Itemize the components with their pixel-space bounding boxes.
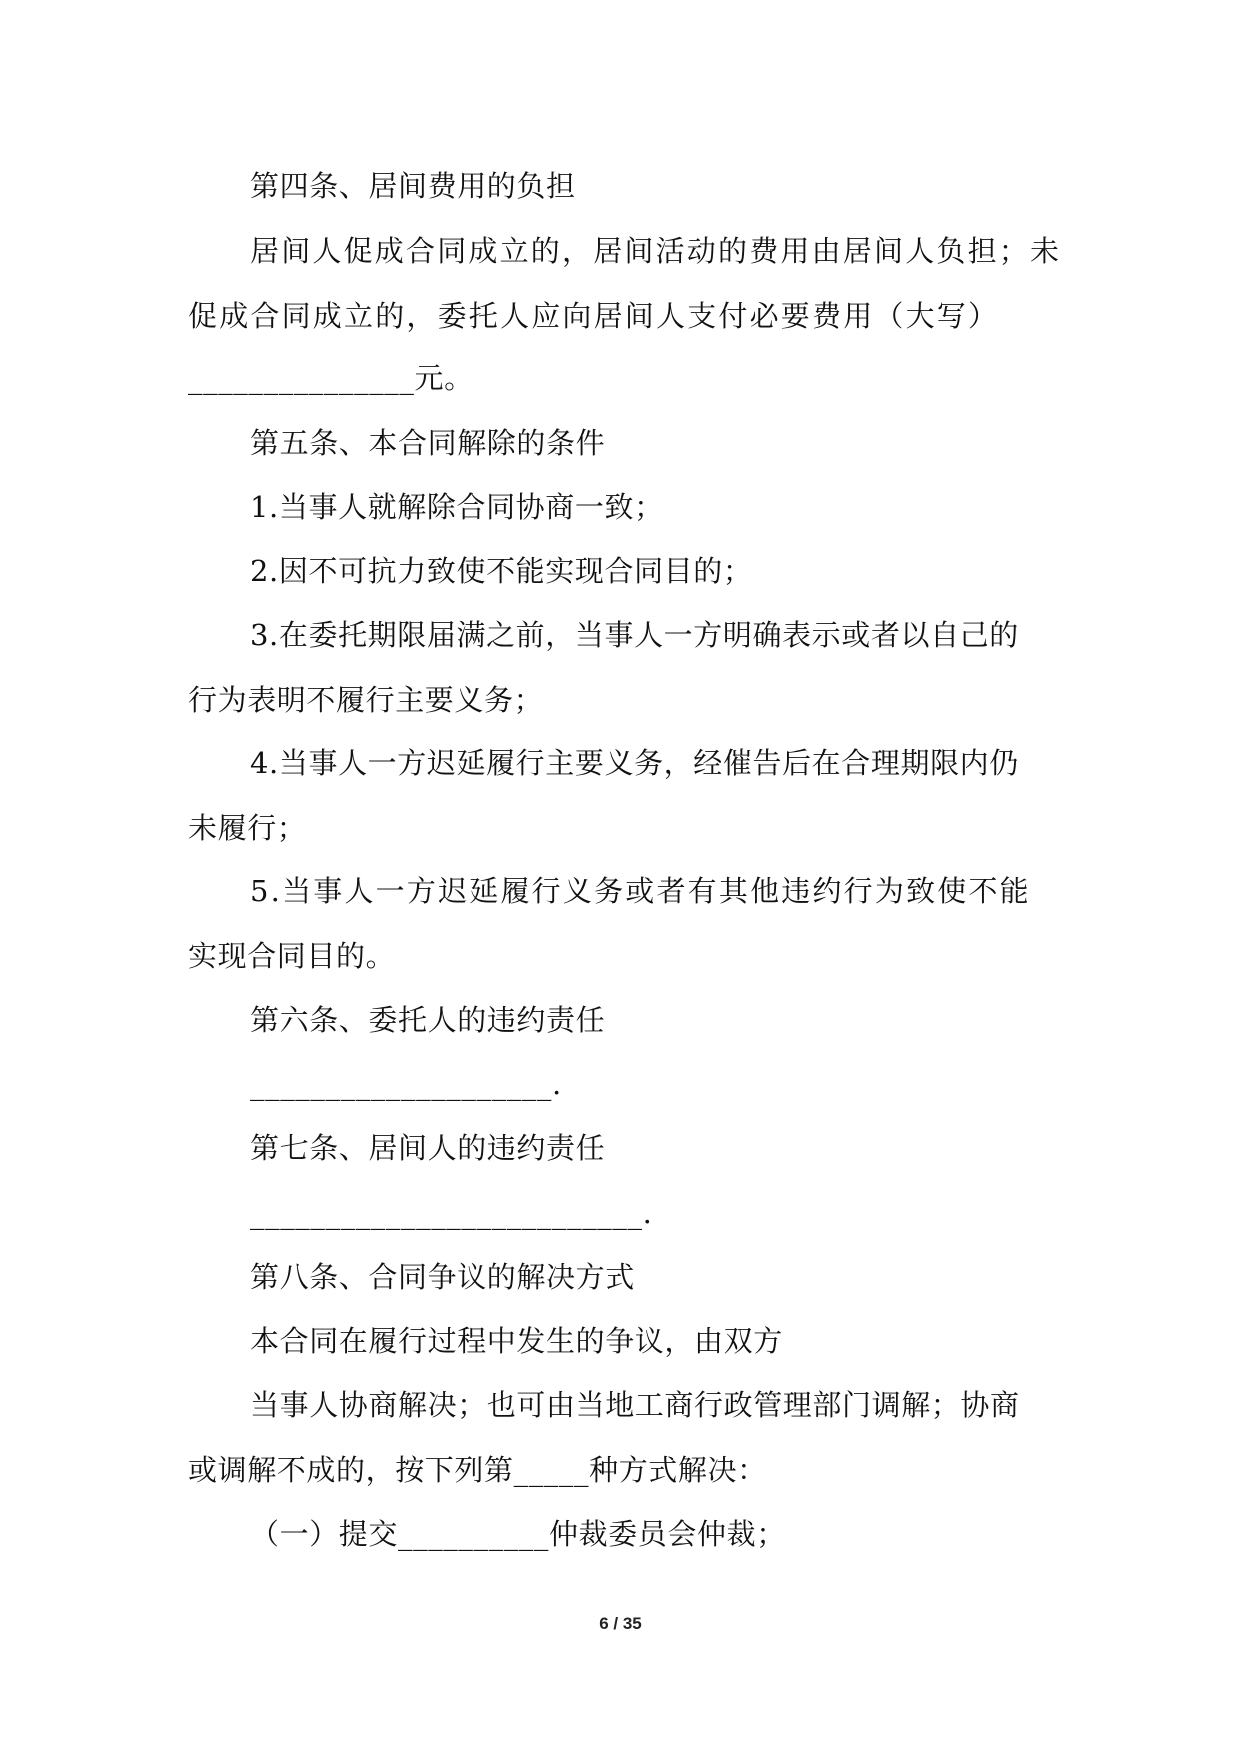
paragraph-line: 或调解不成的，按下列第_____种方式解决： — [188, 1453, 767, 1487]
paragraph-line: 本合同在履行过程中发生的争议，由双方 — [250, 1324, 783, 1358]
article-8-heading: 第八条、合同争议的解决方式 — [250, 1260, 635, 1294]
paragraph-line: 当事人协商解决；也可由当地工商行政管理部门调解；协商 — [250, 1388, 1020, 1422]
list-item: 3.在委托期限届满之前，当事人一方明确表示或者以自己的 — [250, 618, 1019, 652]
article-6-heading: 第六条、委托人的违约责任 — [250, 1003, 606, 1037]
list-item: 5.当事人一方迟延履行义务或者有其他违约行为致使不能 — [250, 874, 1031, 908]
list-item: 4.当事人一方迟延履行主要义务，经催告后在合理期限内仍 — [250, 746, 1019, 780]
blank-fill-line: ____________________. — [250, 1067, 562, 1101]
blank-fill-line: _______________元。 — [188, 361, 474, 395]
arbitration-option-line: （一）提交__________仲裁委员会仲裁； — [250, 1517, 786, 1551]
article-4-heading: 第四条、居间费用的负担 — [250, 169, 576, 203]
blank-fill-line: __________________________. — [250, 1196, 653, 1230]
article-7-heading: 第七条、居间人的违约责任 — [250, 1131, 606, 1165]
list-item-continuation: 未履行； — [188, 811, 307, 845]
paragraph-line: 居间人促成合同成立的，居间活动的费用由居间人负担；未 — [250, 234, 1062, 268]
list-item-continuation: 行为表明不履行主要义务； — [188, 683, 544, 717]
page-number: 6 / 35 — [599, 1614, 642, 1633]
article-5-heading: 第五条、本合同解除的条件 — [250, 426, 606, 460]
list-item: 1.当事人就解除合同协商一致； — [250, 490, 664, 524]
list-item-continuation: 实现合同目的。 — [188, 939, 396, 973]
paragraph-line: 促成合同成立的，委托人应向居间人支付必要费用（大写） — [188, 299, 1000, 333]
list-item: 2.因不可抗力致使不能实现合同目的； — [250, 554, 753, 588]
